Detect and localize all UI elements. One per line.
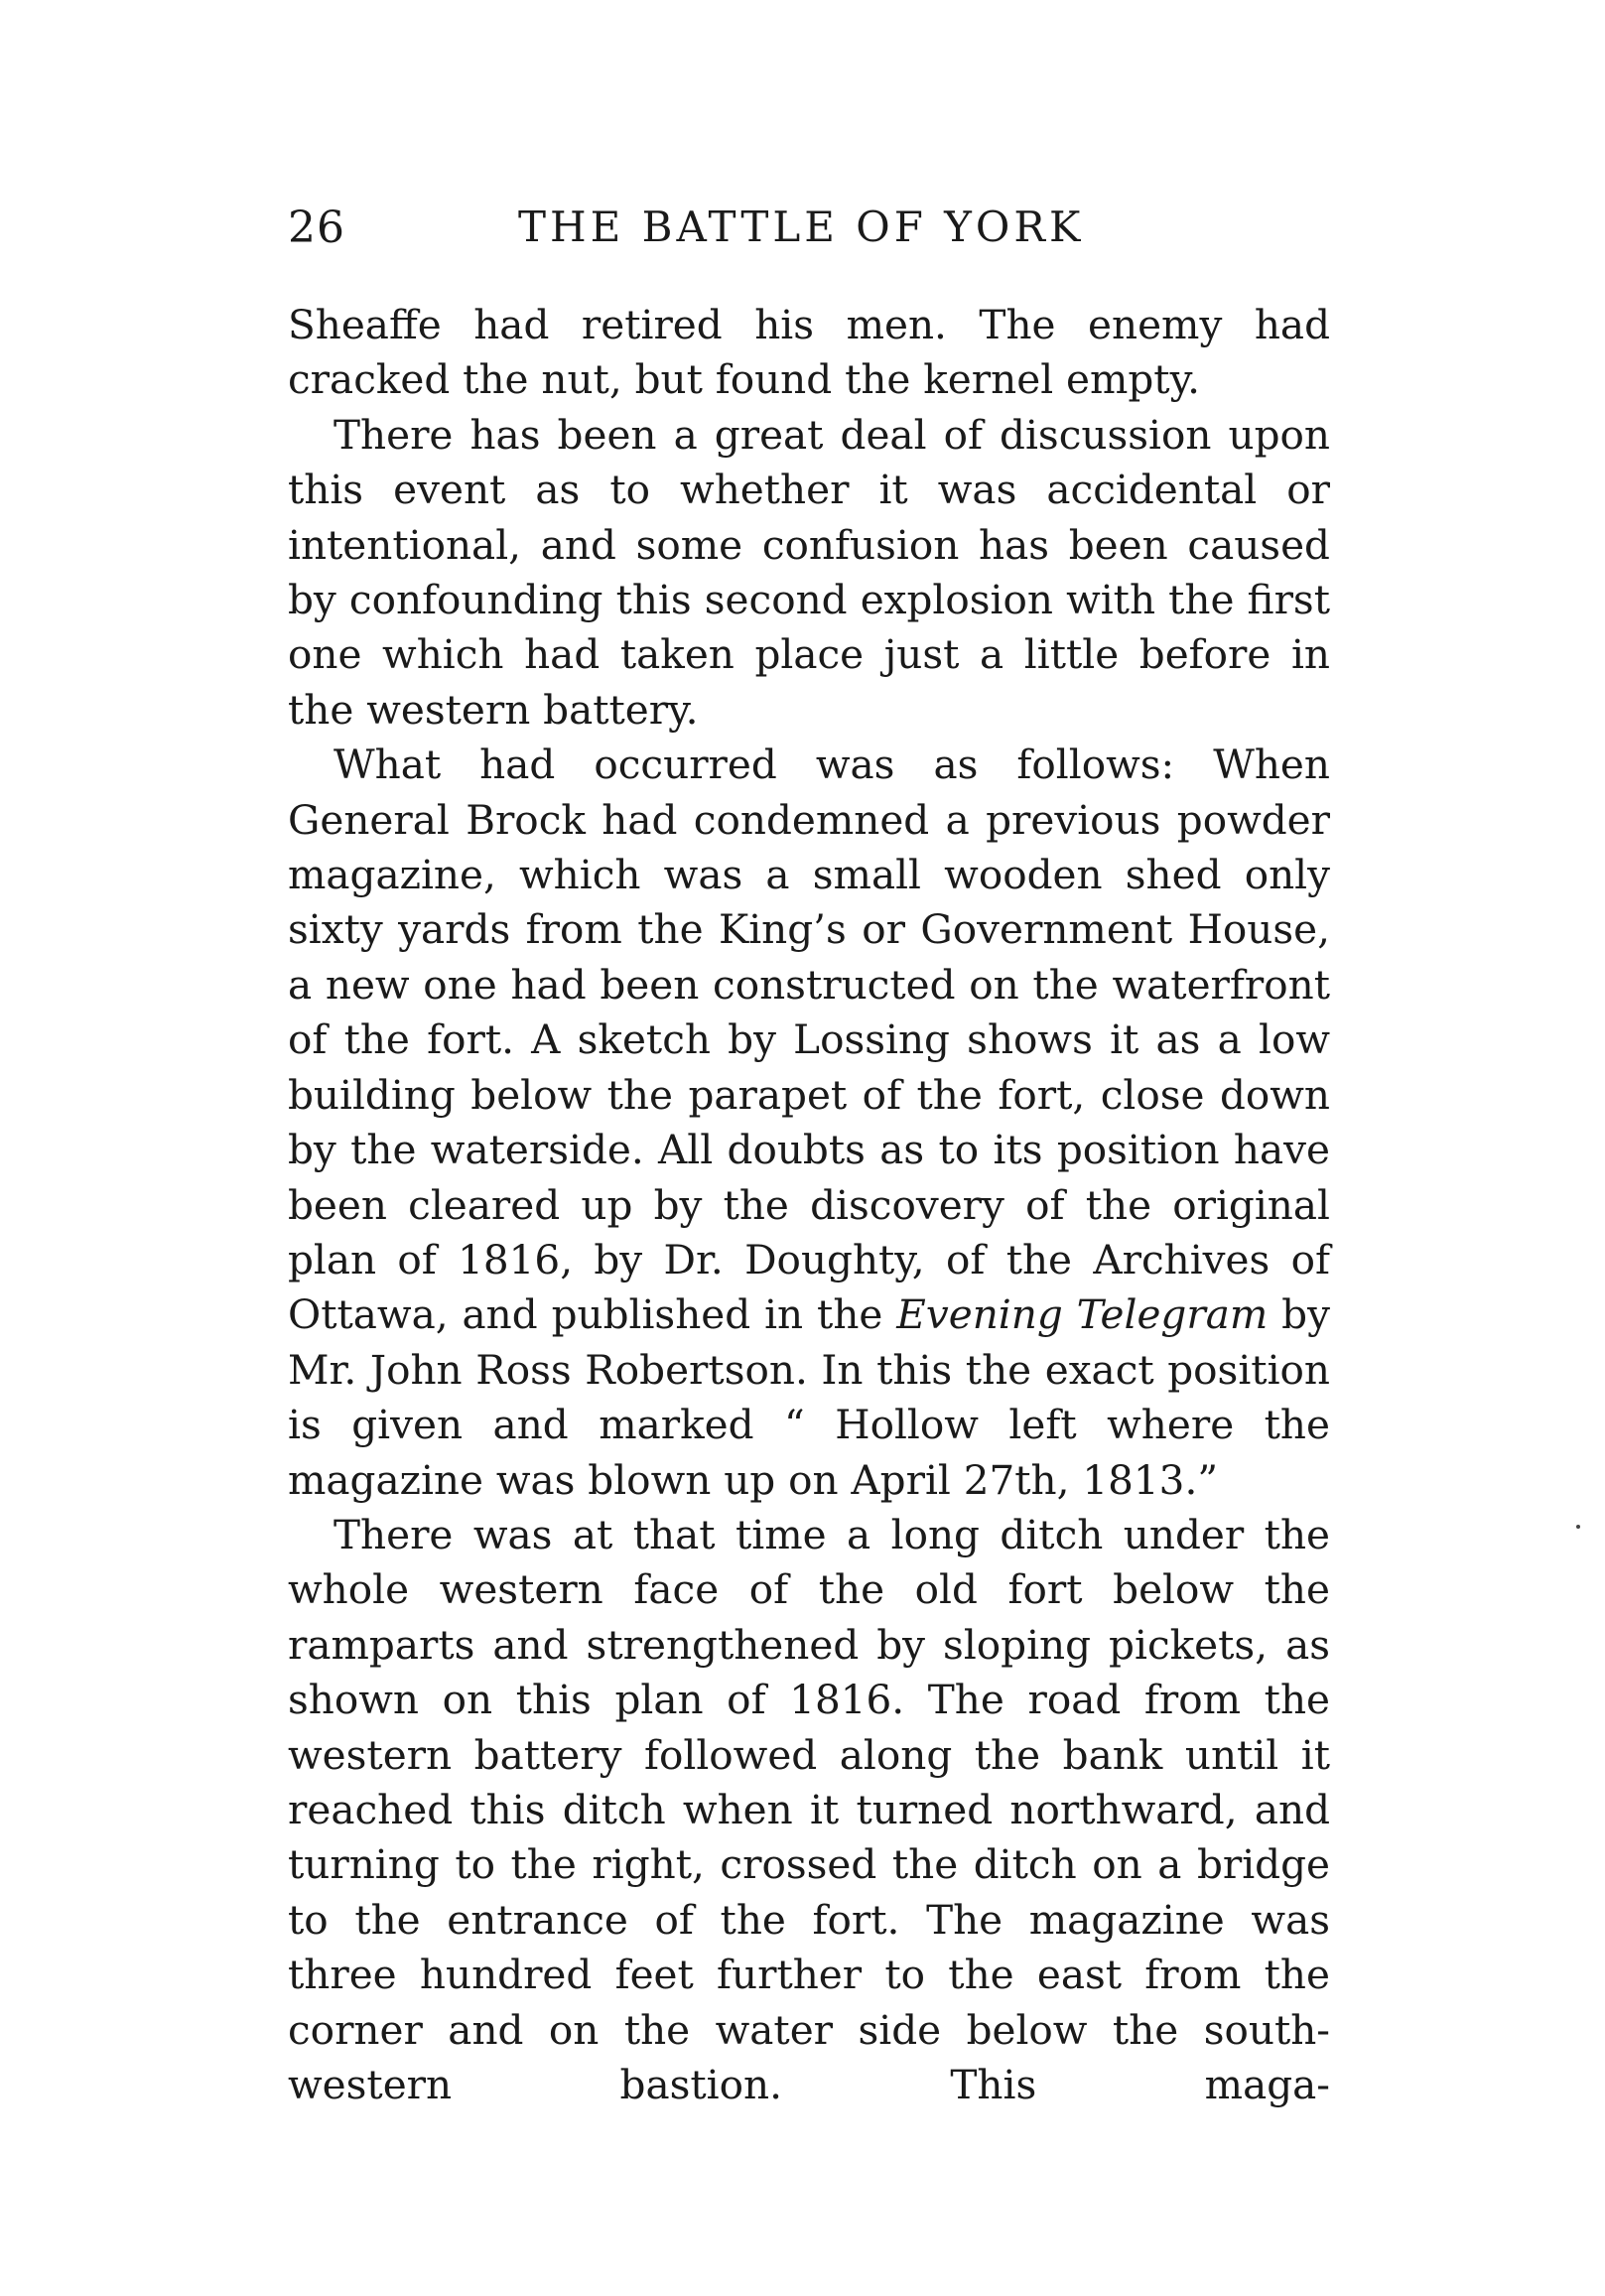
running-title: THE BATTLE OF YORK [518, 203, 1085, 251]
newspaper-title: Evening Telegram [896, 1290, 1269, 1339]
paragraph-4: There was at that time a long ditch under the whole western face of the old fort below the ramparts and strengthened by sloping pickets, as shown on this plan of 1816. The road from the western battery followed along the bank until it reached this ditch when it turned northward, and turning to the right, crossed the ditch on a bridge to the entrance of the fort. The magazine was three hundred feet further to the east from the corner and on the water side below the south-western bastion. This maga- [288, 1510, 1330, 2108]
page-number: 26 [288, 203, 345, 253]
paragraph-2: There has been a great deal of discussion upon this event as to whether it was accidental or intentional, and some confusion has been caused by confounding this second explosion with the first one which had taken place just a little before in the western battery. [288, 410, 1330, 734]
paragraph-3 [288, 738, 1330, 1508]
paragraph-3-text-after: by Mr. John Ross Robertson. In this the exact position is given and marked “ Hollow left where the magazine was blown up on April 27th, 1813.” [288, 1290, 1330, 1504]
print-speck [1576, 1525, 1580, 1529]
paragraph-3-text-before: What had occurred was as follows: When General Brock had condemned a previous powder magazine, which was a small wooden shed only sixty yards from the King’s or Government House, a new one had been constructed on the waterfront of the fort. A sketch by Lossing shows it as a low building below the parapet of the fort, close down by the waterside. All doubts as to its position have been cleared up by the discovery of the original plan of 1816, by Dr. Doughty, of the Archives of Ottawa, and published in the [288, 741, 1330, 1339]
body-text [288, 298, 1330, 2112]
paragraph-1: Sheaffe had retired his men. The enemy had cracked the nut, but found the kernel empty. [288, 301, 1330, 404]
